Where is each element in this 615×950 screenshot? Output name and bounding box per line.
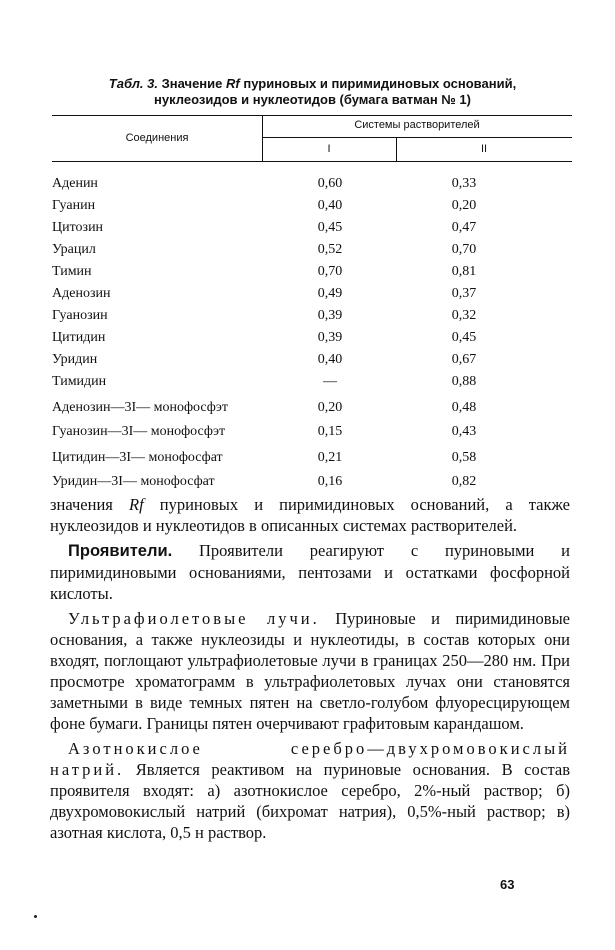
row-value-I: 0,52 [317, 242, 343, 257]
print-speck [34, 915, 37, 918]
table-row [52, 474, 572, 496]
row-value-I: 0,45 [317, 220, 343, 235]
paragraph-developers [50, 540, 570, 604]
row-value-I: — [323, 374, 337, 389]
table-header-bottom-rule [52, 161, 572, 162]
header-compounds: Соединения [125, 132, 189, 144]
row-compound: Тимидин [52, 374, 107, 389]
row-value-I: 0,60 [317, 176, 343, 191]
table-row [52, 400, 572, 422]
row-value-I: 0,40 [317, 198, 343, 213]
p3-lead: Ультрафиолетовые лучи. [68, 609, 320, 628]
table-subheader-rule [262, 137, 572, 138]
row-value-II: 0,81 [451, 264, 477, 279]
row-compound: Уридин [52, 352, 98, 367]
table-row [52, 352, 572, 374]
p1-start: значения [50, 495, 113, 514]
caption-text-a: Значение [161, 76, 223, 91]
table-number: Табл. 3. [108, 76, 158, 91]
row-compound: Гуанозин [52, 308, 108, 323]
row-value-II: 0,47 [451, 220, 477, 235]
p4-lead: Азотнокислое серебро—двухромовокислый натрий. [50, 739, 570, 779]
row-value-II: 0,67 [451, 352, 477, 367]
row-compound: Тимин [52, 264, 92, 279]
row-value-I: 0,39 [317, 308, 343, 323]
table-top-rule [52, 115, 572, 116]
row-value-II: 0,82 [451, 474, 477, 489]
table-row [52, 242, 572, 264]
row-value-I: 0,40 [317, 352, 343, 367]
row-value-I: 0,16 [317, 474, 343, 489]
header-solvent-systems: Системы растворителей [354, 119, 480, 131]
table-row [52, 286, 572, 308]
table-row [52, 176, 572, 198]
row-value-I: 0,20 [317, 400, 343, 415]
table-caption [40, 76, 585, 108]
row-value-II: 0,32 [451, 308, 477, 323]
table-row [52, 330, 572, 352]
p2-lead: Проявители. [68, 542, 173, 560]
page-number: 63 [500, 877, 515, 892]
row-compound: Гуанозин—3I— монофосфэт [52, 424, 226, 439]
caption-rf: Rf [226, 76, 240, 91]
row-value-II: 0,20 [451, 198, 477, 213]
header-system-II: II [480, 143, 488, 155]
p3-rest: Пуриновые и пиримидиновые основания, а также нуклеозиды и нуклеотиды, в состав которых они входят, поглощают ультрафиолетовые лучи в границах 250—280 нм. При просмотре хроматограмм в ультрафиолетовых лучах они становятся заметными в виде темных пятен на светло-голубом флуоресцирующем фоне бумаги. Границы пятен очерчивают графитовым карандашом. [50, 609, 571, 733]
table-row [52, 424, 572, 446]
row-compound: Аденозин [52, 286, 111, 301]
header-system-I: I [327, 143, 331, 155]
p2-rest: Проявители реагируют с пуриновыми и пиримидиновыми основаниями, пентозами и остатками фосфорной кислоты. [50, 541, 570, 603]
row-compound: Аденин [52, 176, 98, 191]
row-compound: Цитидин [52, 330, 106, 345]
row-value-II: 0,43 [451, 424, 477, 439]
row-value-I: 0,70 [317, 264, 343, 279]
p1-rest: пуриновых и пиримидиновых оснований, а также нуклеозидов и нуклеотидов в описанных системах растворителей. [50, 495, 570, 535]
row-value-I: 0,15 [317, 424, 343, 439]
row-compound: Цитидин—3I— монофосфат [52, 450, 223, 465]
row-value-II: 0,88 [451, 374, 477, 389]
row-value-II: 0,45 [451, 330, 477, 345]
table-row [52, 198, 572, 220]
table-row [52, 264, 572, 286]
caption-line-2: нуклеозидов и нуклеотидов (бумага ватман № 1) [154, 92, 471, 107]
table-row [52, 450, 572, 472]
paragraph-silver-nitrate [50, 738, 570, 843]
body-text [50, 494, 570, 843]
p4-rest: Является реактивом на пуриновые основания. В состав проявителя входят: а) азотнокислое серебро, 2%-ный раствор; б) двухромовокислый натрий (бихромат натрия), 0,5%-ный раствор; в) азотная кислота, 0,5 н раствор. [50, 760, 570, 842]
row-compound: Уридин—3I— монофосфат [52, 474, 215, 489]
row-value-II: 0,58 [451, 450, 477, 465]
row-value-II: 0,48 [451, 400, 477, 415]
row-value-II: 0,33 [451, 176, 477, 191]
row-value-I: 0,21 [317, 450, 343, 465]
caption-line-1 [40, 76, 585, 92]
row-compound: Цитозин [52, 220, 104, 235]
row-compound: Гуанин [52, 198, 96, 213]
row-value-I: 0,39 [317, 330, 343, 345]
table-row [52, 220, 572, 242]
caption-text-b: пуриновых и пиримидиновых оснований, [243, 76, 517, 91]
row-compound: Аденозин—3I— монофосфэт [52, 400, 228, 415]
paragraph-uv-rays [50, 608, 570, 734]
row-value-I: 0,49 [317, 286, 343, 301]
row-compound: Урацил [52, 242, 96, 257]
paragraph-rf-values [50, 494, 570, 536]
table-row [52, 308, 572, 330]
table-row [52, 374, 572, 396]
row-value-II: 0,37 [451, 286, 477, 301]
row-value-II: 0,70 [451, 242, 477, 257]
p1-rf: Rf [128, 495, 144, 514]
